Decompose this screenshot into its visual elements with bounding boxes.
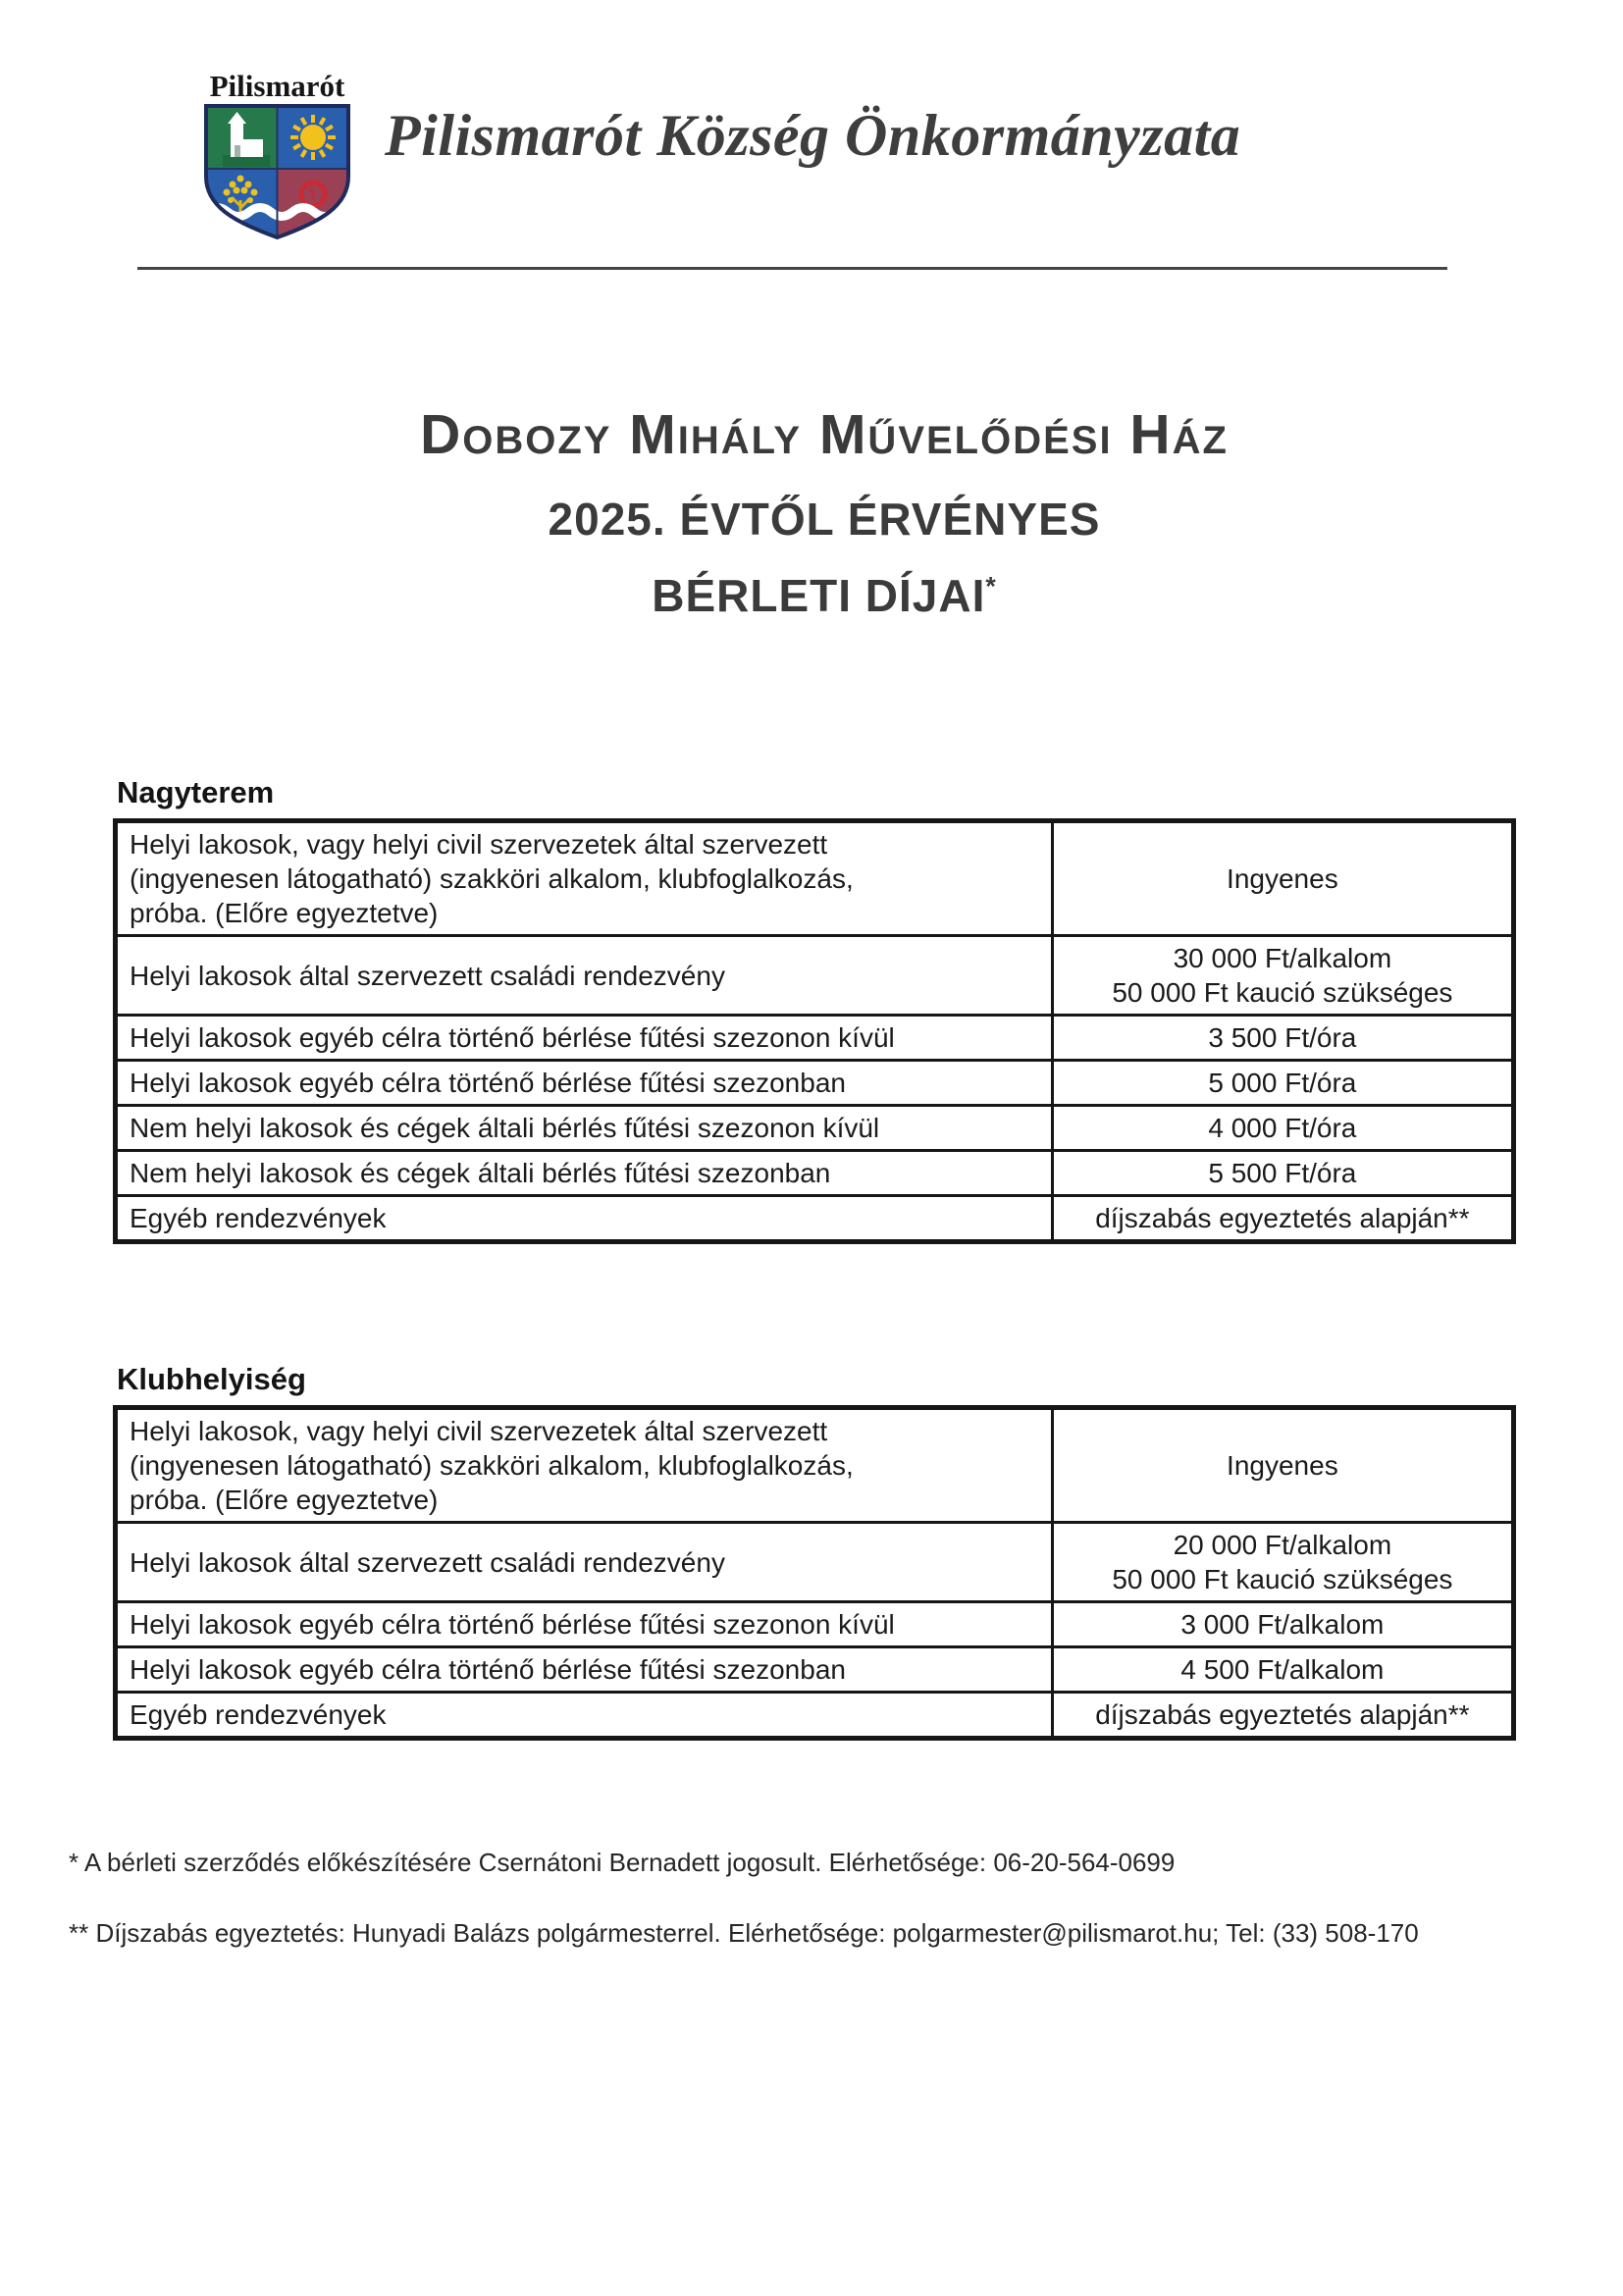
title-line-3	[13, 569, 1623, 622]
service-line: (ingyenesen látogatható) szakköri alkalom, klubfoglalkozás,	[130, 863, 854, 894]
table-row	[116, 1151, 1514, 1196]
price-line: 30 000 Ft/alkalom	[1173, 943, 1392, 973]
price-cell	[1052, 1196, 1513, 1242]
price-cell	[1052, 1061, 1513, 1106]
price-cell	[1052, 821, 1513, 936]
table-row	[116, 1408, 1514, 1523]
title-line-1: Dobozy Mihály Művelődési Ház	[420, 403, 1229, 466]
table-row	[116, 1106, 1514, 1151]
pricing-table	[113, 1405, 1516, 1741]
service-cell: Helyi lakosok egyéb célra történő bérlése fűtési szezonban	[116, 1061, 1053, 1106]
footnote-1: * A bérleti szerződés előkészítésére Csernátoni Bernadett jogosult. Elérhetősége: 06-20-564-0699	[69, 1848, 1176, 1877]
pricing-table	[113, 818, 1516, 1244]
section-heading: Klubhelyiség	[117, 1362, 306, 1396]
price-line: Ingyenes	[1227, 1450, 1338, 1481]
header-divider	[137, 267, 1447, 270]
price-cell	[1052, 1408, 1513, 1523]
table-row	[116, 1602, 1514, 1647]
service-cell: Helyi lakosok egyéb célra történő bérlése fűtési szezonon kívül	[116, 1016, 1053, 1061]
service-cell: Nem helyi lakosok és cégek általi bérlés fűtési szezonon kívül	[116, 1106, 1053, 1151]
service-cell: Egyéb rendezvények	[116, 1196, 1053, 1242]
service-line: próba. (Előre egyeztetve)	[130, 898, 439, 928]
price-cell	[1052, 1693, 1513, 1739]
price-line: 50 000 Ft kaució szükséges	[1112, 1564, 1453, 1594]
doc-title	[13, 404, 1623, 622]
service-cell: Helyi lakosok egyéb célra történő bérlése fűtési szezonban	[116, 1647, 1053, 1693]
section-nagyterem	[113, 775, 1516, 1244]
service-cell: Helyi lakosok egyéb célra történő bérlése fűtési szezonon kívül	[116, 1602, 1053, 1647]
table-row	[116, 1523, 1514, 1602]
logo-banner-text: Pilismarót	[209, 69, 345, 103]
footnote-2: ** Díjszabás egyeztetés: Hunyadi Balázs polgármesterrel. Elérhetősége: polgarmester@pilismarot.hu; Tel: (33) 508-170	[69, 1917, 1419, 1948]
table-row	[116, 1061, 1514, 1106]
price-line: 5 500 Ft/óra	[1208, 1158, 1357, 1188]
title-line-2: 2025. ÉVTŐL ÉRVÉNYES	[548, 493, 1101, 545]
org-name: Pilismarót Község Önkormányzata	[385, 103, 1241, 168]
price-line: 20 000 Ft/alkalom	[1173, 1530, 1392, 1560]
table-row	[116, 1016, 1514, 1061]
price-cell	[1052, 936, 1513, 1016]
shield-quadrants	[206, 106, 350, 245]
table-row	[116, 1647, 1514, 1693]
coat-of-arms-icon	[191, 57, 363, 245]
footnotes	[69, 1847, 1580, 1988]
service-line: próba. (Előre egyeztetve)	[130, 1485, 439, 1515]
table-row	[116, 1196, 1514, 1242]
price-line: 5 000 Ft/óra	[1208, 1068, 1357, 1098]
price-cell	[1052, 1016, 1513, 1061]
price-cell	[1052, 1151, 1513, 1196]
service-line: (ingyenesen látogatható) szakköri alkalom, klubfoglalkozás,	[130, 1450, 854, 1481]
section-heading: Nagyterem	[117, 775, 275, 809]
price-line: 50 000 Ft kaució szükséges	[1112, 977, 1453, 1008]
service-cell: Nem helyi lakosok és cégek általi bérlés fűtési szezonban	[116, 1151, 1053, 1196]
price-line: díjszabás egyeztetés alapján**	[1095, 1699, 1470, 1730]
price-cell	[1052, 1647, 1513, 1693]
price-line: 4 500 Ft/alkalom	[1180, 1654, 1385, 1685]
price-line: 4 000 Ft/óra	[1208, 1113, 1357, 1143]
price-cell	[1052, 1602, 1513, 1647]
service-cell: Helyi lakosok által szervezett családi rendezvény	[116, 936, 1053, 1016]
price-cell	[1052, 1523, 1513, 1602]
price-line: 3 000 Ft/alkalom	[1180, 1609, 1385, 1640]
service-cell: Helyi lakosok által szervezett családi rendezvény	[116, 1523, 1053, 1602]
service-line: Helyi lakosok, vagy helyi civil szervezetek által szervezett	[130, 829, 828, 860]
price-line: 3 500 Ft/óra	[1208, 1022, 1357, 1053]
service-line: Helyi lakosok, vagy helyi civil szervezetek által szervezett	[130, 1416, 828, 1446]
title-asterisk: *	[985, 571, 997, 601]
section-klubhelyiseg	[113, 1362, 1516, 1741]
service-cell: Egyéb rendezvények	[116, 1693, 1053, 1739]
price-line: díjszabás egyeztetés alapján**	[1095, 1203, 1470, 1233]
service-cell	[116, 1408, 1053, 1523]
price-line: Ingyenes	[1227, 863, 1338, 894]
table-row	[116, 821, 1514, 936]
table-row	[116, 936, 1514, 1016]
service-cell	[116, 821, 1053, 936]
title-line-3-text: BÉRLETI DÍJAI	[652, 569, 986, 621]
price-cell	[1052, 1106, 1513, 1151]
table-row	[116, 1693, 1514, 1739]
